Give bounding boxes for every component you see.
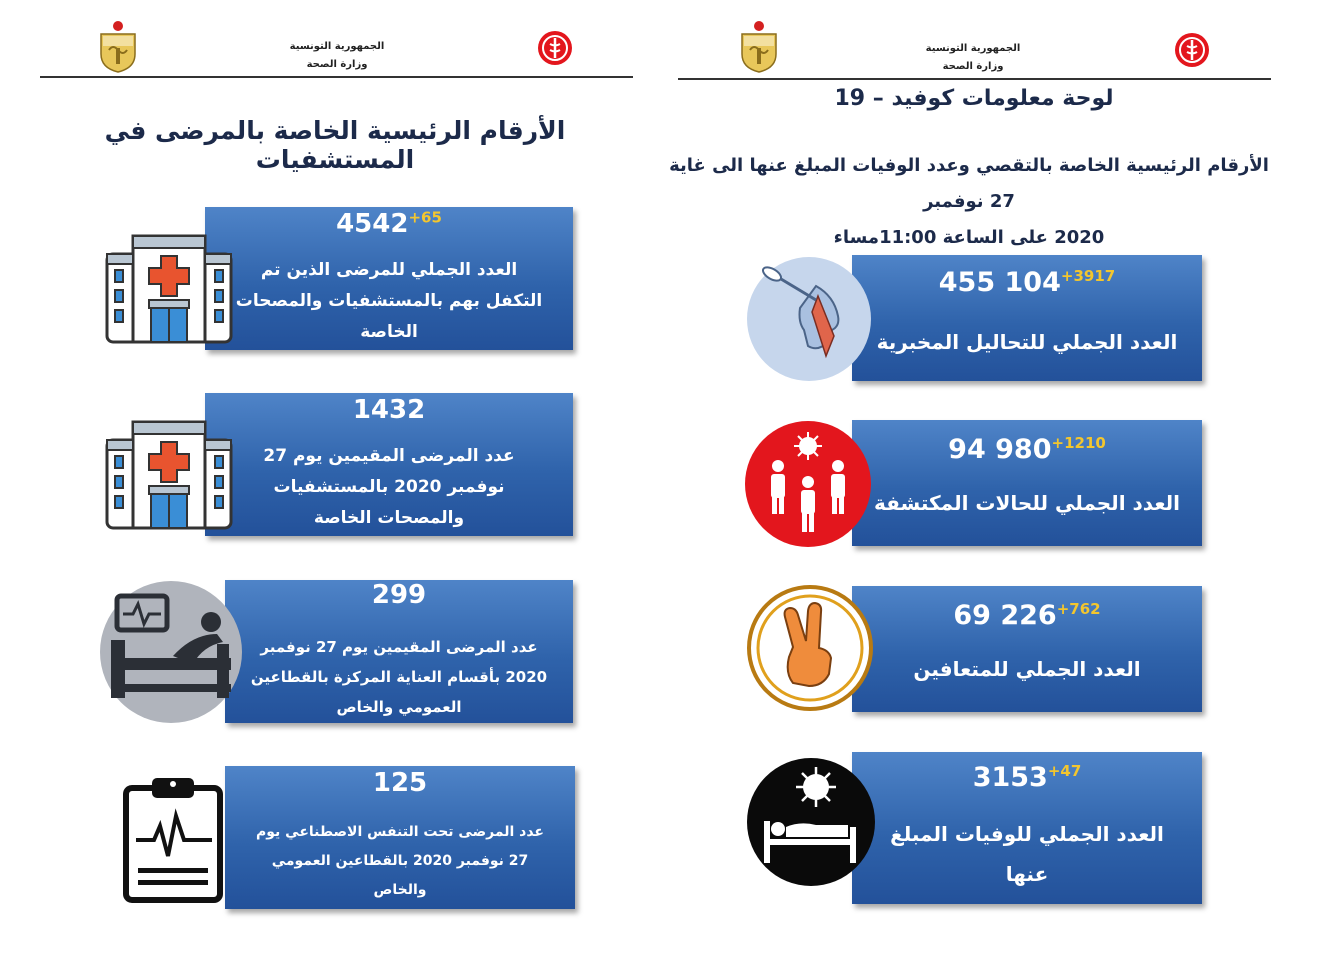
card-label: العدد الجملي للحالات المكتشفة — [874, 491, 1180, 515]
header-text — [893, 40, 1053, 76]
right-page-title: لوحة معلومات كوفيد – 19 — [834, 86, 1114, 111]
card-value-wrap — [225, 580, 573, 610]
card-value: 69 226 — [953, 600, 1057, 631]
right-page-subtitle — [659, 148, 1279, 256]
card-value: 94 980 — [948, 434, 1052, 465]
card-value-wrap — [205, 395, 573, 425]
subtitle-line-2: 2020 على الساعة 11:00مساء — [833, 227, 1105, 248]
header-ministry: وزارة الصحة — [306, 59, 368, 70]
card-value-wrap — [205, 209, 573, 239]
page-hospital-figures — [0, 0, 669, 960]
hospital-icon — [105, 232, 233, 344]
card-value: 3153 — [972, 762, 1048, 793]
card-deaths — [852, 752, 1202, 904]
card-delta: +762 — [1056, 600, 1101, 618]
header-ministry: وزارة الصحة — [942, 61, 1004, 72]
tunisia-coat-of-arms-icon — [736, 20, 782, 74]
header-country: الجمهورية التونسية — [925, 43, 1021, 54]
card-delta: +1210 — [1051, 434, 1106, 452]
card-value-wrap — [225, 768, 575, 798]
ministry-health-logo-icon — [537, 30, 573, 66]
page-covid-dashboard — [669, 0, 1339, 960]
card-label: العدد الجملي للمتعافين — [913, 657, 1141, 681]
card-current-hospitalized — [205, 393, 573, 536]
card-total-tests — [852, 255, 1202, 381]
card-delta: +65 — [408, 208, 442, 227]
card-label: عدد المرضى المقيمين يوم 27 نوفمبر 2020 بالمستشفيات والمصحات الخاصة — [263, 446, 515, 528]
card-delta: +3917 — [1060, 267, 1116, 285]
card-value-wrap — [852, 434, 1202, 465]
card-label: العدد الجملي للوفيات المبلغ عنها — [890, 822, 1164, 886]
card-value: 125 — [372, 768, 428, 798]
card-label: عدد المرضى تحت التنفس الاصطناعي يوم 27 نوفمبر 2020 بالقطاعين العمومي والخاص — [256, 824, 544, 898]
icu-bed-icon — [99, 580, 243, 724]
card-value-wrap — [852, 762, 1202, 793]
card-label: العدد الجملي للمرضى الذين تم التكفل بهم بالمستشفيات والمصحات الخاصة — [235, 260, 543, 342]
card-value: 299 — [371, 580, 427, 610]
card-recovered — [852, 586, 1202, 712]
card-value-wrap — [852, 267, 1202, 298]
nasal-swab-icon — [746, 256, 872, 382]
card-label: العدد الجملي للتحاليل المخبرية — [876, 330, 1178, 354]
victory-hand-icon — [747, 585, 873, 711]
virus-patient-bed-icon — [746, 757, 876, 887]
card-ventilated-patients — [225, 766, 575, 909]
header-text — [257, 38, 417, 74]
card-confirmed-cases — [852, 420, 1202, 546]
card-delta: +47 — [1047, 762, 1082, 780]
infected-people-icon — [744, 420, 872, 548]
card-total-hospitalized — [205, 207, 573, 350]
card-value-wrap — [852, 600, 1202, 631]
card-value: 455 104 — [938, 267, 1061, 298]
ministry-health-logo-icon — [1174, 32, 1210, 68]
card-label: عدد المرضى المقيمين يوم 27 نوفمبر 2020 بأقسام العناية المركزة بالقطاعين العمومي والخاص — [250, 638, 548, 716]
card-icu-patients — [225, 580, 573, 723]
header-country: الجمهورية التونسية — [289, 41, 385, 52]
header-divider — [40, 76, 633, 78]
subtitle-line-1: الأرقام الرئيسية الخاصة بالتقصي وعدد الوفيات المبلغ عنها الى غاية 27 نوفمبر — [669, 155, 1269, 212]
hospital-icon — [105, 418, 233, 530]
clipboard-ecg-icon — [122, 774, 226, 904]
card-value: 1432 — [352, 395, 426, 425]
card-value: 4542 — [336, 209, 409, 239]
header-divider — [678, 78, 1271, 80]
left-page-title: الأرقام الرئيسية الخاصة بالمرضى في المستشفيات — [104, 116, 566, 174]
tunisia-coat-of-arms-icon — [95, 20, 141, 74]
